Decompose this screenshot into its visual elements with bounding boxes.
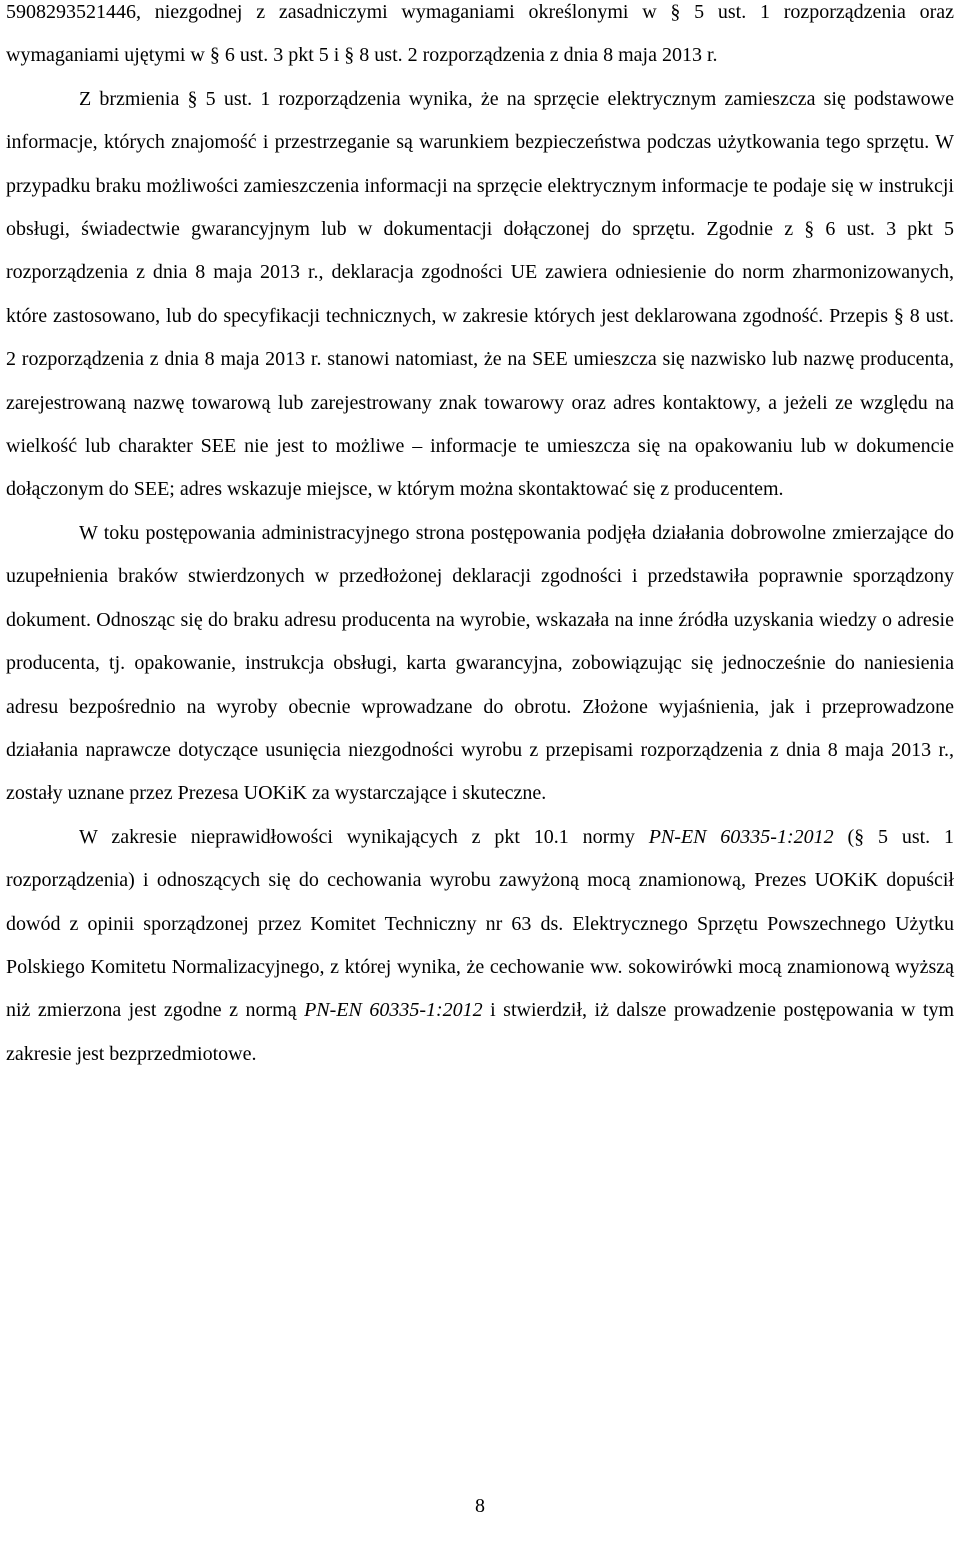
paragraph-text: Z brzmienia § 5 ust. 1 rozporządzenia wynika, że na sprzęcie elektrycznym zamieszcza się podstawowe informacje, których znajomość i przestrzeganie są warunkiem bezpieczeństwa podczas użytkowania tego sprzętu. W przypadku braku możliwości zamieszczenia informacji na sprzęcie elektrycznym informacje te podaje się w instrukcji obsługi, świadectwie gwarancyjnym lub w dokumentacji dołączonej do sprzętu. Zgodnie z § 6 ust. 3 pkt 5 rozporządzenia z dnia 8 maja 2013 r., deklaracja zgodności UE zawiera odniesienie do norm zharmonizowanych, które zastosowano, lub do specyfikacji technicznych, w zakresie których jest deklarowana zgodność. Przepis § 8 ust. 2 rozporządzenia z dnia 8 maja 2013 r. stanowi natomiast, że na SEE umieszcza się nazwisko lub nazwę producenta, zarejestrowaną nazwę towarową lub zarejestrowany znak towarowy oraz adres kontaktowy, a jeżeli ze względu na wielkość lub charakter SEE nie jest to możliwe – informacje te umieszcza się na opakowaniu lub w dokumencie dołączonym do SEE; adres wskazuje miejsce, w którym można skontaktować się z producentem.: [6, 87, 954, 501]
paragraph-standards-requirements: [6, 78, 954, 512]
paragraph-text: W zakresie nieprawidłowości wynikających z pkt 10.1 normy: [79, 825, 649, 848]
paragraph-continuation: [6, 0, 954, 78]
paragraph-text: i stwierdził, iż dalsze prowadzenie postępowania w tym zakresie jest bezprzedmiotowe.: [6, 999, 954, 1065]
document-body: [6, 0, 954, 1076]
paragraph-text: W toku postępowania administracyjnego strona postępowania podjęła działania dobrowolne zmierzające do uzupełnienia braków stwierdzonych w przedłożonej deklaracji zgodności i przedstawiła poprawnie sporządzony dokument. Odnosząc się do braku adresu producenta na wyrobie, wskazała na inne źródła uzyskania wiedzy o adresie producenta, tj. opakowanie, instrukcja obsługi, karta gwarancyjna, zobowiązując się jednocześnie do naniesienia adresu bezpośrednio na wyroby obecnie wprowadzane do obrotu. Złożone wyjaśnienia, jak i przeprowadzone działania naprawcze dotyczące usunięcia niezgodności wyrobu z przepisami rozporządzenia z dnia 8 maja 2013 r., zostały uznane przez Prezesa UOKiK za wystarczające i skuteczne.: [6, 521, 954, 805]
page-number: 8: [475, 1495, 485, 1517]
paragraph-text: 5908293521446, niezgodnej z zasadniczymi wymaganiami określonymi w § 5 ust. 1 rozporządzenia oraz wymaganiami ujętymi w § 6 ust. 3 pkt 5 i § 8 ust. 2 rozporządzenia z dnia 8 maja 2013 r.: [6, 1, 954, 67]
standard-reference: PN-EN 60335-1:2012: [648, 825, 834, 848]
standard-reference: PN-EN 60335-1:2012: [304, 999, 483, 1022]
paragraph-text: (§ 5 ust. 1 rozporządzenia) i odnoszących się do cechowania wyrobu zawyżoną mocą znamionową, Prezes UOKiK dopuścił dowód z opinii sporządzonej przez Komitet Techniczny nr 63 ds. Elektrycznego Sprzętu Powszechnego Użytku Polskiego Komitetu Normalizacyjnego, z której wynika, że cechowanie ww. sokowirówki mocą znamionową wyższą niż zmierzona jest zgodne z normą: [6, 825, 954, 1022]
paragraph-rated-power: [6, 816, 954, 1076]
paragraph-corrective-actions: [6, 512, 954, 816]
